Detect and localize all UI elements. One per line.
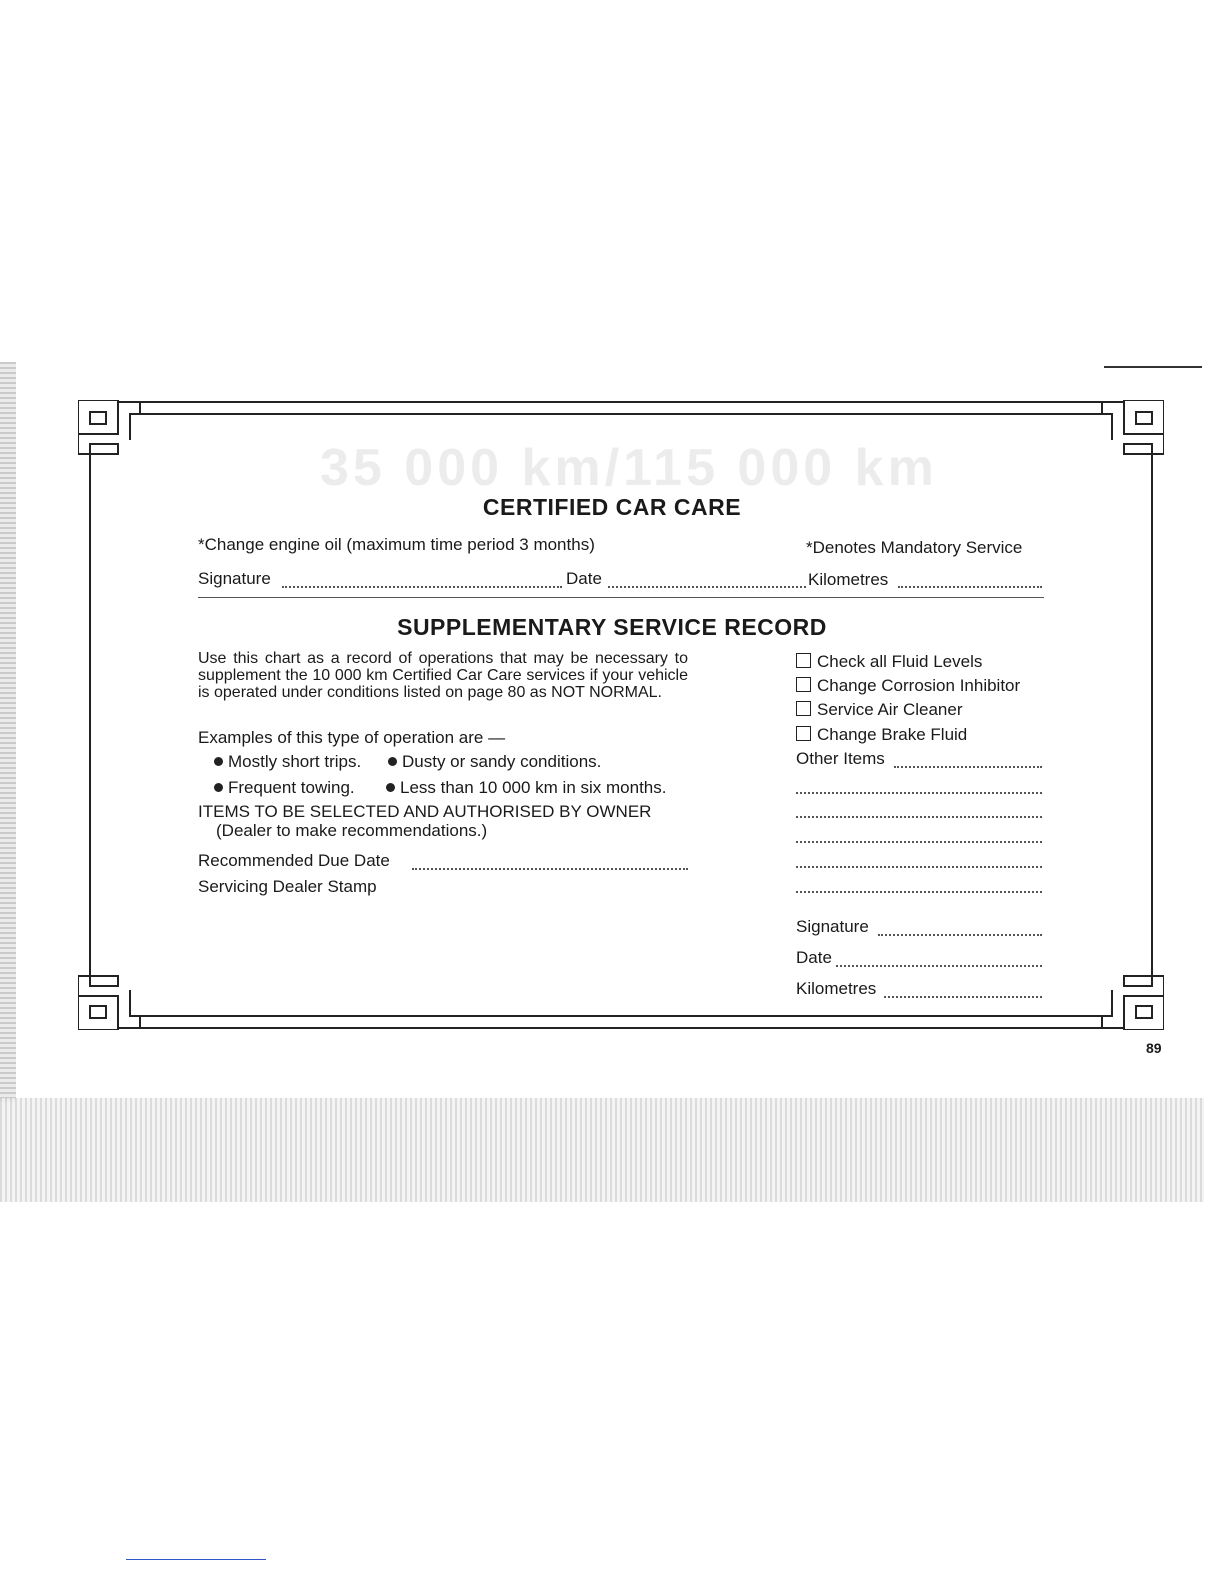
other-items-line[interactable] bbox=[796, 780, 1042, 794]
checklist-item[interactable]: Check all Fluid Levels bbox=[796, 652, 982, 672]
signature-label: Signature bbox=[198, 569, 271, 588]
date-field[interactable] bbox=[608, 574, 806, 588]
other-items-label: Other Items bbox=[796, 749, 885, 768]
checklist-item[interactable]: Service Air Cleaner bbox=[796, 700, 963, 720]
other-items-field[interactable] bbox=[894, 754, 1042, 768]
checklist-signature-field[interactable] bbox=[878, 922, 1042, 936]
signature-field[interactable] bbox=[282, 574, 562, 588]
dealer-note: (Dealer to make recommendations.) bbox=[216, 821, 488, 840]
checklist-signature-label: Signature bbox=[796, 917, 869, 936]
bullet-icon bbox=[388, 757, 397, 766]
supplementary-title: SUPPLEMENTARY SERVICE RECORD bbox=[397, 614, 827, 640]
other-items-line[interactable] bbox=[796, 804, 1042, 818]
due-date-label: Recommended Due Date bbox=[198, 851, 390, 870]
scan-edge-bottom bbox=[0, 1098, 1204, 1202]
examples-heading: Examples of this type of operation are — bbox=[198, 728, 506, 747]
mileage-watermark: 35 000 km/115 000 km bbox=[320, 439, 938, 497]
date-label: Date bbox=[566, 569, 602, 588]
kilometres-field[interactable] bbox=[898, 574, 1042, 588]
kilometres-label: Kilometres bbox=[808, 570, 889, 589]
checkbox-icon[interactable] bbox=[796, 701, 811, 716]
other-items-line[interactable] bbox=[796, 854, 1042, 868]
example-item: Mostly short trips. bbox=[214, 752, 361, 772]
checklist-date-label: Date bbox=[796, 948, 832, 967]
checklist-kilometres-label: Kilometres bbox=[796, 979, 877, 998]
checkbox-icon[interactable] bbox=[796, 677, 811, 692]
checkbox-icon[interactable] bbox=[796, 726, 811, 741]
supplementary-intro: Use this chart as a record of operations that may be necessary to supplement the 10 000 km Certified Car Care services if your vehicle is operated under conditions listed on page 80 as NOT NORMAL. bbox=[198, 650, 688, 701]
example-item: Dusty or sandy conditions. bbox=[388, 752, 601, 772]
scan-edge-left bbox=[0, 362, 16, 1102]
dealer-stamp-label: Servicing Dealer Stamp bbox=[198, 877, 377, 896]
bullet-icon bbox=[386, 783, 395, 792]
checklist-item[interactable]: Change Corrosion Inhibitor bbox=[796, 676, 1020, 696]
due-date-field[interactable] bbox=[412, 856, 688, 870]
oil-change-note: *Change engine oil (maximum time period 3 months) bbox=[198, 535, 595, 554]
bullet-icon bbox=[214, 757, 223, 766]
checklist-date-field[interactable] bbox=[836, 953, 1042, 967]
page-number: 89 bbox=[1146, 1040, 1162, 1056]
checklist-kilometres-field[interactable] bbox=[884, 984, 1042, 998]
owner-authorisation: ITEMS TO BE SELECTED AND AUTHORISED BY OWNER bbox=[198, 802, 652, 821]
section-divider bbox=[198, 597, 1044, 598]
certified-title: CERTIFIED CAR CARE bbox=[482, 494, 742, 520]
other-items-line[interactable] bbox=[796, 829, 1042, 843]
example-item: Frequent towing. bbox=[214, 778, 355, 798]
checklist-item[interactable]: Change Brake Fluid bbox=[796, 725, 967, 745]
bullet-icon bbox=[214, 783, 223, 792]
other-items-line[interactable] bbox=[796, 879, 1042, 893]
checkbox-icon[interactable] bbox=[796, 653, 811, 668]
example-item: Less than 10 000 km in six months. bbox=[386, 778, 666, 798]
page-bottom-rule bbox=[126, 1559, 266, 1560]
page-edge-rule bbox=[1104, 366, 1202, 368]
mandatory-note: *Denotes Mandatory Service bbox=[806, 538, 1023, 557]
